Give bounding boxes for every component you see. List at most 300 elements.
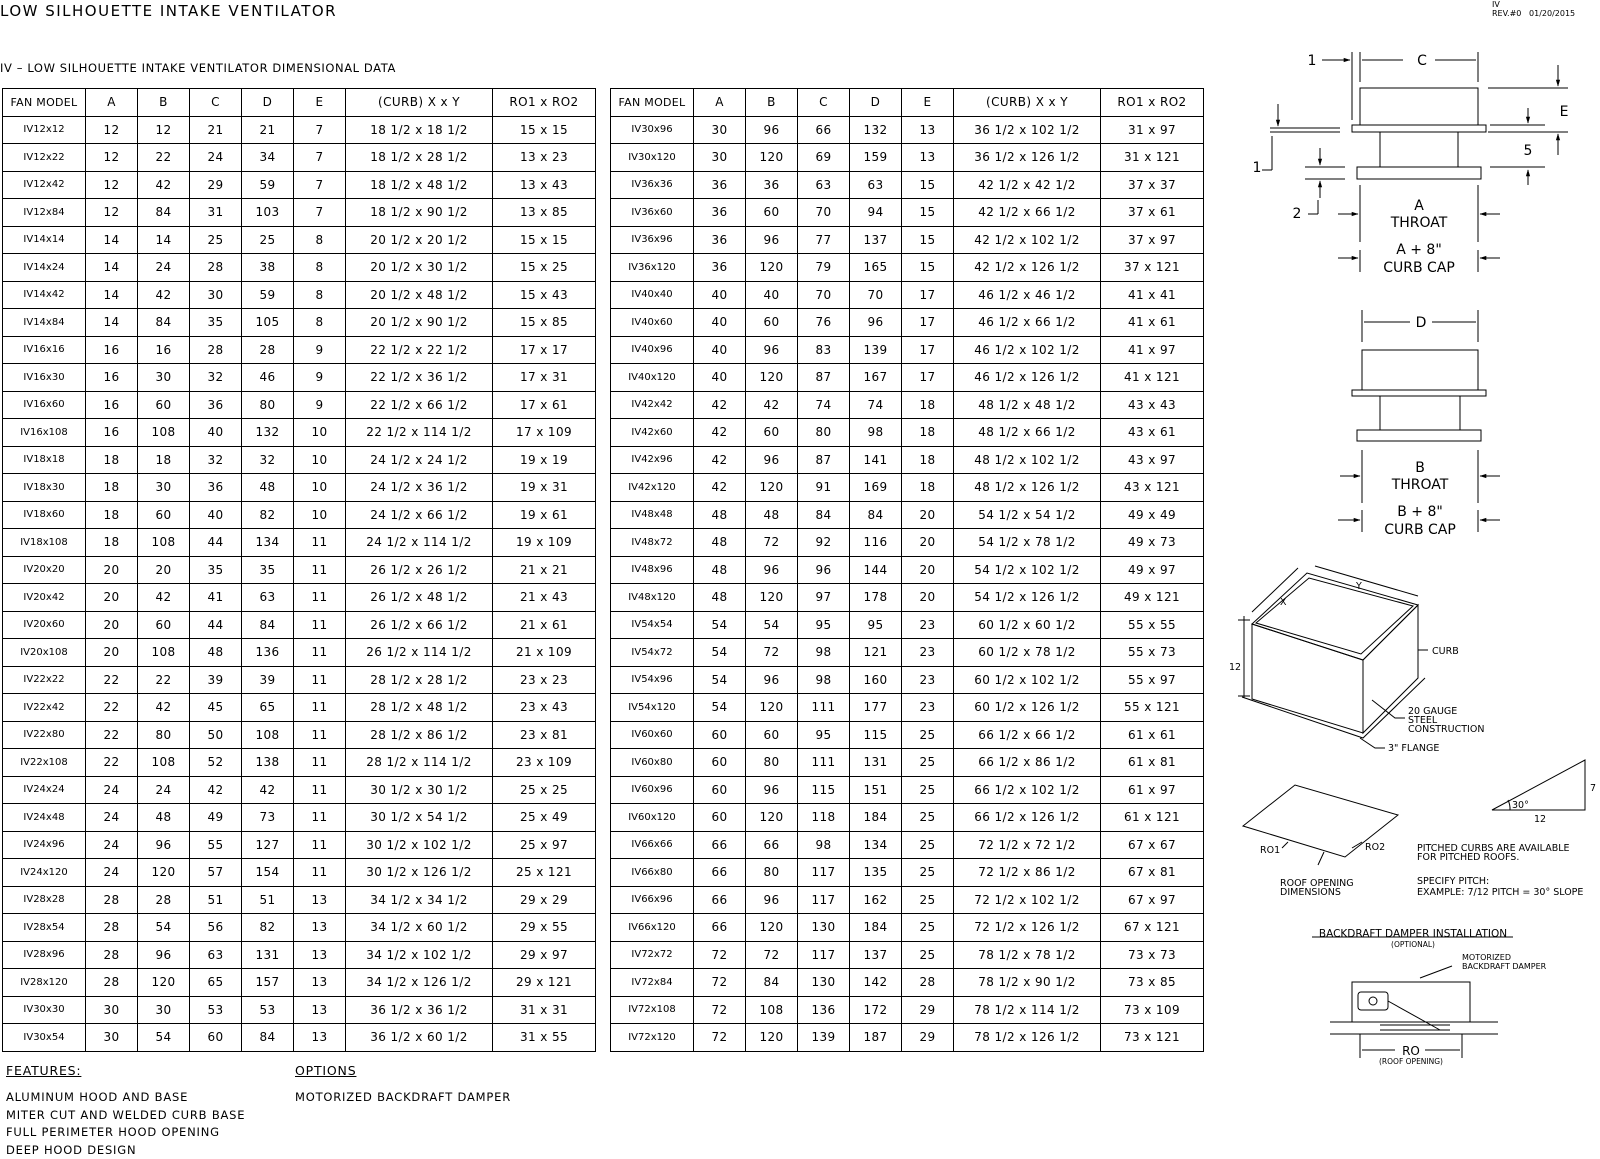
fan-model-cell: IV60x80	[611, 749, 694, 777]
table-cell: 15	[902, 226, 954, 254]
table-cell: 44	[190, 611, 242, 639]
table-cell: 18	[86, 474, 138, 502]
table-cell: 9	[294, 364, 346, 392]
table-cell: 15 x 85	[493, 309, 596, 337]
table-cell: 40	[694, 281, 746, 309]
fan-model-cell: IV28x54	[3, 914, 86, 942]
table-cell: 48	[190, 639, 242, 667]
table-cell: 22 1/2 x 66 1/2	[346, 391, 493, 419]
table-cell: 66 1/2 x 86 1/2	[954, 749, 1101, 777]
table-cell: 30	[190, 281, 242, 309]
table-cell: 40	[190, 419, 242, 447]
table-cell: 136	[242, 639, 294, 667]
table-cell: 83	[798, 336, 850, 364]
table-cell: 39	[242, 666, 294, 694]
fan-model-cell: IV24x96	[3, 831, 86, 859]
table-cell: 7	[294, 116, 346, 144]
table-cell: 60	[746, 199, 798, 227]
column-header: A	[86, 89, 138, 117]
table-cell: 29 x 121	[493, 969, 596, 997]
fan-model-cell: IV60x96	[611, 776, 694, 804]
dim-1-left-label: 1	[1253, 160, 1262, 176]
table-cell: 24 1/2 x 36 1/2	[346, 474, 493, 502]
table-cell: 11	[294, 831, 346, 859]
fan-model-cell: IV22x22	[3, 666, 86, 694]
table-cell: 60	[694, 749, 746, 777]
table-cell: 32	[242, 446, 294, 474]
table-cell: 17 x 61	[493, 391, 596, 419]
table-cell: 25	[902, 721, 954, 749]
table-cell: 31 x 97	[1101, 116, 1204, 144]
table-cell: 72	[746, 639, 798, 667]
table-cell: 11	[294, 804, 346, 832]
table-cell: 60	[746, 721, 798, 749]
table-cell: 94	[850, 199, 902, 227]
table-cell: 21	[242, 116, 294, 144]
table-cell: 18	[902, 474, 954, 502]
table-cell: 49 x 97	[1101, 556, 1204, 584]
table-cell: 134	[242, 529, 294, 557]
table-cell: 18	[138, 446, 190, 474]
table-cell: 108	[242, 721, 294, 749]
table-cell: 98	[798, 831, 850, 859]
table-cell: 65	[190, 969, 242, 997]
curb-cap-a-label: CURB CAP	[1383, 260, 1455, 276]
table-cell: 120	[746, 144, 798, 172]
table-cell: 137	[850, 226, 902, 254]
table-cell: 72 1/2 x 126 1/2	[954, 914, 1101, 942]
table-cell: 17 x 17	[493, 336, 596, 364]
table-cell: 91	[798, 474, 850, 502]
table-cell: 60	[190, 1024, 242, 1052]
fan-model-cell: IV16x60	[3, 391, 86, 419]
table-cell: 42	[190, 776, 242, 804]
fan-model-cell: IV48x120	[611, 584, 694, 612]
table-cell: 30	[86, 1024, 138, 1052]
table-cell: 12	[86, 116, 138, 144]
table-cell: 31 x 31	[493, 996, 596, 1024]
table-cell: 30	[694, 144, 746, 172]
fan-model-cell: IV20x42	[3, 584, 86, 612]
table-cell: 15 x 43	[493, 281, 596, 309]
table-cell: 78 1/2 x 126 1/2	[954, 1024, 1101, 1052]
table-cell: 134	[850, 831, 902, 859]
features-heading: FEATURES:	[6, 1063, 245, 1078]
curb-isometric-drawing	[1238, 566, 1428, 748]
table-cell: 34 1/2 x 60 1/2	[346, 914, 493, 942]
table-cell: 36 1/2 x 102 1/2	[954, 116, 1101, 144]
table-cell: 54	[694, 639, 746, 667]
dim-5-label: 5	[1524, 143, 1533, 159]
fan-model-cell: IV24x48	[3, 804, 86, 832]
table-cell: 48	[746, 501, 798, 529]
table-cell: 84	[138, 199, 190, 227]
column-header: (CURB) X x Y	[954, 89, 1101, 117]
table-cell: 13	[294, 886, 346, 914]
table-cell: 63	[798, 171, 850, 199]
table-cell: 43 x 97	[1101, 446, 1204, 474]
table-cell: 66	[798, 116, 850, 144]
table-cell: 157	[242, 969, 294, 997]
table-cell: 120	[746, 584, 798, 612]
table-cell: 23 x 43	[493, 694, 596, 722]
table-cell: 14	[86, 226, 138, 254]
table-cell: 42	[138, 281, 190, 309]
table-cell: 13 x 85	[493, 199, 596, 227]
table-cell: 87	[798, 364, 850, 392]
table-cell: 32	[190, 364, 242, 392]
table-cell: 23	[902, 611, 954, 639]
table-cell: 11	[294, 694, 346, 722]
table-cell: 18	[902, 391, 954, 419]
table-cell: 48 1/2 x 102 1/2	[954, 446, 1101, 474]
column-header: B	[746, 89, 798, 117]
fan-model-cell: IV16x30	[3, 364, 86, 392]
table-cell: 172	[850, 996, 902, 1024]
table-cell: 108	[138, 639, 190, 667]
table-cell: 72 1/2 x 102 1/2	[954, 886, 1101, 914]
fan-model-cell: IV18x60	[3, 501, 86, 529]
table-cell: 29	[902, 996, 954, 1024]
table-cell: 63	[190, 941, 242, 969]
table-cell: 120	[138, 859, 190, 887]
ro2-label: RO2	[1365, 842, 1385, 853]
table-cell: 28 1/2 x 28 1/2	[346, 666, 493, 694]
table-cell: 63	[850, 171, 902, 199]
table-cell: 54	[138, 1024, 190, 1052]
table-cell: 35	[190, 309, 242, 337]
table-cell: 20 1/2 x 48 1/2	[346, 281, 493, 309]
table-cell: 42	[138, 694, 190, 722]
fan-model-cell: IV30x30	[3, 996, 86, 1024]
fan-model-cell: IV36x120	[611, 254, 694, 282]
table-cell: 13 x 43	[493, 171, 596, 199]
table-cell: 15	[902, 254, 954, 282]
table-cell: 42	[138, 171, 190, 199]
table-cell: 25	[902, 776, 954, 804]
table-cell: 66	[694, 831, 746, 859]
table-cell: 42	[694, 419, 746, 447]
table-cell: 70	[798, 281, 850, 309]
table-cell: 48	[242, 474, 294, 502]
table-cell: 66 1/2 x 102 1/2	[954, 776, 1101, 804]
fan-model-cell: IV18x30	[3, 474, 86, 502]
table-cell: 46 1/2 x 66 1/2	[954, 309, 1101, 337]
table-cell: 13 x 23	[493, 144, 596, 172]
table-cell: 61 x 121	[1101, 804, 1204, 832]
table-cell: 11	[294, 529, 346, 557]
table-cell: 98	[798, 639, 850, 667]
table-cell: 20 1/2 x 90 1/2	[346, 309, 493, 337]
table-cell: 73 x 109	[1101, 996, 1204, 1024]
table-cell: 11	[294, 721, 346, 749]
table-cell: 167	[850, 364, 902, 392]
table-cell: 36 1/2 x 36 1/2	[346, 996, 493, 1024]
table-cell: 53	[242, 996, 294, 1024]
roof-opening-label-2: DIMENSIONS	[1280, 887, 1341, 898]
table-cell: 61 x 61	[1101, 721, 1204, 749]
table-cell: 96	[746, 116, 798, 144]
table-cell: 78 1/2 x 78 1/2	[954, 941, 1101, 969]
fan-model-cell: IV72x120	[611, 1024, 694, 1052]
pitch-note-line-1: PITCHED CURBS ARE AVAILABLE	[1417, 843, 1570, 854]
table-cell: 117	[798, 941, 850, 969]
fan-model-cell: IV42x42	[611, 391, 694, 419]
fan-model-cell: IV14x24	[3, 254, 86, 282]
table-cell: 59	[242, 171, 294, 199]
table-cell: 8	[294, 226, 346, 254]
table-cell: 53	[190, 996, 242, 1024]
table-cell: 40	[694, 309, 746, 337]
table-cell: 26 1/2 x 114 1/2	[346, 639, 493, 667]
table-cell: 24 1/2 x 66 1/2	[346, 501, 493, 529]
table-cell: 13	[902, 116, 954, 144]
table-cell: 49 x 121	[1101, 584, 1204, 612]
table-cell: 17	[902, 281, 954, 309]
roof-opening-label-1: ROOF OPENING	[1280, 878, 1354, 889]
fan-model-cell: IV66x120	[611, 914, 694, 942]
table-cell: 22	[138, 144, 190, 172]
table-cell: 7	[294, 171, 346, 199]
features-item: MITER CUT AND WELDED CURB BASE	[6, 1107, 245, 1125]
table-cell: 60	[694, 721, 746, 749]
table-cell: 28	[190, 254, 242, 282]
table-cell: 162	[850, 886, 902, 914]
table-cell: 10	[294, 501, 346, 529]
table-cell: 55 x 55	[1101, 611, 1204, 639]
table-cell: 84	[746, 969, 798, 997]
table-cell: 38	[242, 254, 294, 282]
table-cell: 12	[138, 116, 190, 144]
fan-model-cell: IV66x66	[611, 831, 694, 859]
fan-model-cell: IV54x96	[611, 666, 694, 694]
table-cell: 142	[850, 969, 902, 997]
table-cell: 21 x 43	[493, 584, 596, 612]
table-cell: 25	[902, 941, 954, 969]
fan-model-cell: IV22x80	[3, 721, 86, 749]
table-cell: 34	[242, 144, 294, 172]
pitch-triangle-drawing	[1492, 760, 1585, 810]
table-cell: 49	[190, 804, 242, 832]
fan-model-cell: IV48x96	[611, 556, 694, 584]
table-cell: 73 x 85	[1101, 969, 1204, 997]
table-cell: 23 x 23	[493, 666, 596, 694]
table-cell: 73	[242, 804, 294, 832]
table-cell: 15	[902, 199, 954, 227]
column-header: (CURB) X x Y	[346, 89, 493, 117]
fan-model-cell: IV20x60	[3, 611, 86, 639]
table-cell: 30 1/2 x 30 1/2	[346, 776, 493, 804]
table-cell: 82	[242, 501, 294, 529]
fan-model-cell: IV36x96	[611, 226, 694, 254]
fan-model-cell: IV14x42	[3, 281, 86, 309]
table-cell: 84	[242, 611, 294, 639]
fan-model-cell: IV12x84	[3, 199, 86, 227]
column-header: RO1 x RO2	[1101, 89, 1204, 117]
table-cell: 74	[798, 391, 850, 419]
table-cell: 17	[902, 336, 954, 364]
table-cell: 21 x 21	[493, 556, 596, 584]
table-cell: 29 x 97	[493, 941, 596, 969]
fan-model-cell: IV54x120	[611, 694, 694, 722]
column-header: D	[850, 89, 902, 117]
table-cell: 178	[850, 584, 902, 612]
table-cell: 17 x 109	[493, 419, 596, 447]
table-cell: 29	[902, 1024, 954, 1052]
table-cell: 23	[902, 639, 954, 667]
table-cell: 12	[86, 144, 138, 172]
table-cell: 37 x 97	[1101, 226, 1204, 254]
table-cell: 60	[138, 611, 190, 639]
table-cell: 42	[694, 474, 746, 502]
motorized-label-2: BACKDRAFT DAMPER	[1462, 962, 1547, 971]
fan-model-cell: IV72x108	[611, 996, 694, 1024]
table-cell: 43 x 121	[1101, 474, 1204, 502]
table-cell: 26 1/2 x 66 1/2	[346, 611, 493, 639]
table-cell: 29 x 29	[493, 886, 596, 914]
fan-model-cell: IV30x96	[611, 116, 694, 144]
table-cell: 98	[850, 419, 902, 447]
table-cell: 66	[694, 914, 746, 942]
table-cell: 24	[138, 254, 190, 282]
curb-cap-a-dim: A + 8"	[1396, 242, 1442, 258]
fan-model-cell: IV14x14	[3, 226, 86, 254]
throat-a-label: THROAT	[1390, 215, 1448, 231]
table-cell: 13	[294, 969, 346, 997]
table-cell: 61 x 81	[1101, 749, 1204, 777]
table-cell: 72 1/2 x 86 1/2	[954, 859, 1101, 887]
table-cell: 132	[850, 116, 902, 144]
table-cell: 56	[190, 914, 242, 942]
fan-model-cell: IV42x96	[611, 446, 694, 474]
table-cell: 116	[850, 529, 902, 557]
column-header: B	[138, 89, 190, 117]
table-cell: 42	[746, 391, 798, 419]
table-cell: 21 x 61	[493, 611, 596, 639]
table-cell: 20	[86, 639, 138, 667]
table-cell: 84	[850, 501, 902, 529]
table-cell: 11	[294, 611, 346, 639]
table-cell: 60	[746, 419, 798, 447]
curb-x-label: X	[1280, 597, 1287, 608]
fan-model-cell: IV22x42	[3, 694, 86, 722]
table-cell: 73 x 73	[1101, 941, 1204, 969]
table-cell: 141	[850, 446, 902, 474]
table-cell: 60 1/2 x 102 1/2	[954, 666, 1101, 694]
table-cell: 120	[746, 364, 798, 392]
table-cell: 25 x 97	[493, 831, 596, 859]
table-cell: 10	[294, 446, 346, 474]
table-cell: 84	[242, 1024, 294, 1052]
table-cell: 25	[902, 749, 954, 777]
features-item: DEEP HOOD DESIGN	[6, 1142, 245, 1159]
table-cell: 95	[798, 721, 850, 749]
table-cell: 30 1/2 x 102 1/2	[346, 831, 493, 859]
table-cell: 50	[190, 721, 242, 749]
table-cell: 77	[798, 226, 850, 254]
table-cell: 108	[138, 529, 190, 557]
table-cell: 18	[86, 501, 138, 529]
fan-model-cell: IV28x28	[3, 886, 86, 914]
table-cell: 12	[86, 171, 138, 199]
table-cell: 18	[86, 446, 138, 474]
table-cell: 28	[190, 336, 242, 364]
table-cell: 28	[86, 914, 138, 942]
table-cell: 96	[746, 776, 798, 804]
throat-b-label: THROAT	[1391, 477, 1449, 493]
table-cell: 22 1/2 x 36 1/2	[346, 364, 493, 392]
table-cell: 25 x 49	[493, 804, 596, 832]
dim-2-label: 2	[1293, 206, 1302, 222]
fan-model-cell: IV22x108	[3, 749, 86, 777]
table-cell: 80	[798, 419, 850, 447]
ro-label: RO	[1402, 1044, 1420, 1058]
table-cell: 19 x 31	[493, 474, 596, 502]
table-cell: 70	[798, 199, 850, 227]
fan-model-cell: IV42x120	[611, 474, 694, 502]
table-cell: 132	[242, 419, 294, 447]
table-cell: 96	[850, 309, 902, 337]
table-cell: 160	[850, 666, 902, 694]
curb-cap-b-label: CURB CAP	[1384, 522, 1456, 538]
table-cell: 25	[902, 914, 954, 942]
table-cell: 60 1/2 x 126 1/2	[954, 694, 1101, 722]
table-cell: 127	[242, 831, 294, 859]
table-cell: 7	[294, 144, 346, 172]
table-cell: 59	[242, 281, 294, 309]
table-cell: 139	[850, 336, 902, 364]
table-cell: 34 1/2 x 102 1/2	[346, 941, 493, 969]
table-cell: 67 x 97	[1101, 886, 1204, 914]
table-cell: 22	[86, 721, 138, 749]
table-cell: 95	[850, 611, 902, 639]
table-cell: 80	[746, 749, 798, 777]
table-cell: 54	[138, 914, 190, 942]
table-cell: 16	[138, 336, 190, 364]
table-cell: 22 1/2 x 114 1/2	[346, 419, 493, 447]
table-cell: 120	[746, 804, 798, 832]
table-cell: 19 x 61	[493, 501, 596, 529]
table-cell: 72	[746, 941, 798, 969]
fan-model-cell: IV54x54	[611, 611, 694, 639]
table-cell: 31	[190, 199, 242, 227]
table-cell: 66 1/2 x 126 1/2	[954, 804, 1101, 832]
table-cell: 25 x 25	[493, 776, 596, 804]
table-cell: 49 x 73	[1101, 529, 1204, 557]
table-cell: 11	[294, 776, 346, 804]
table-cell: 42 1/2 x 126 1/2	[954, 254, 1101, 282]
table-cell: 131	[850, 749, 902, 777]
table-cell: 44	[190, 529, 242, 557]
table-cell: 37 x 121	[1101, 254, 1204, 282]
table-cell: 46	[242, 364, 294, 392]
table-cell: 96	[746, 666, 798, 694]
table-cell: 66 1/2 x 66 1/2	[954, 721, 1101, 749]
table-cell: 42	[694, 391, 746, 419]
table-cell: 36	[190, 391, 242, 419]
fan-model-cell: IV36x60	[611, 199, 694, 227]
table-cell: 79	[798, 254, 850, 282]
table-cell: 60	[746, 309, 798, 337]
table-cell: 20	[86, 611, 138, 639]
table-cell: 13	[294, 996, 346, 1024]
table-cell: 11	[294, 859, 346, 887]
table-cell: 36	[190, 474, 242, 502]
table-cell: 72	[746, 529, 798, 557]
table-cell: 49 x 49	[1101, 501, 1204, 529]
table-cell: 111	[798, 694, 850, 722]
features-item: ALUMINUM HOOD AND BASE	[6, 1089, 245, 1107]
